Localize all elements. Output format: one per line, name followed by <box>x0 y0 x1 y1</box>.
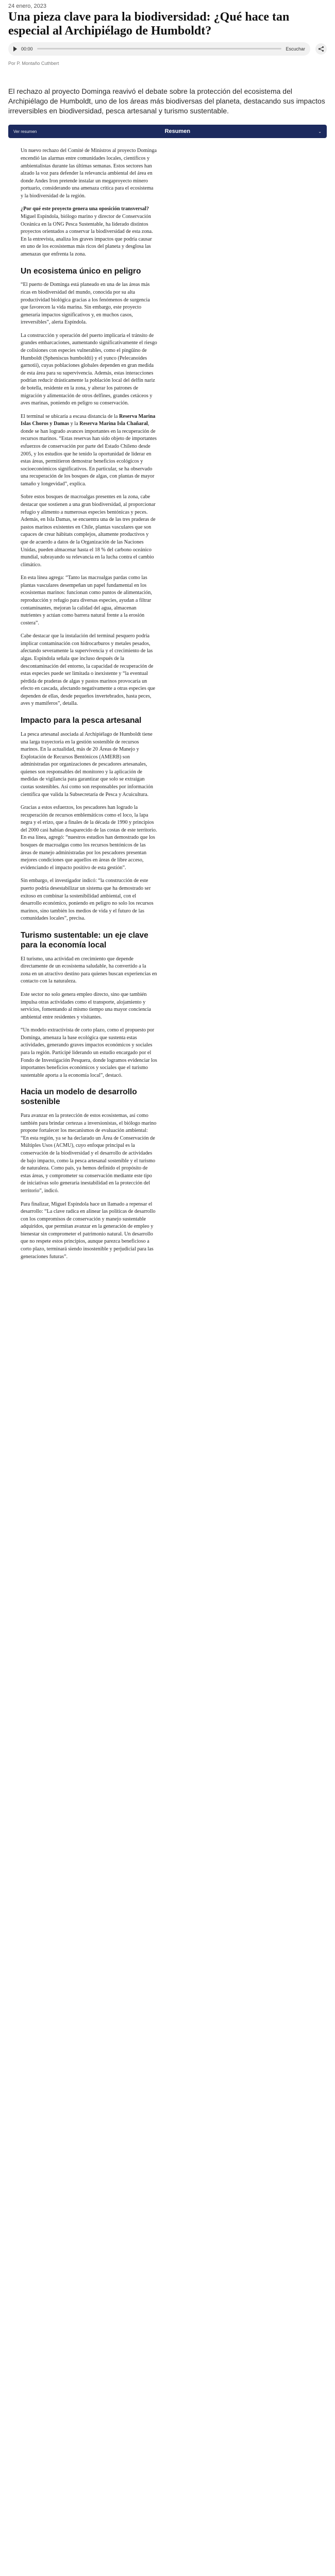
article-author: Por P. Montaño Cuthbert <box>8 60 59 66</box>
reserve-name: Reserva Marina Isla Chañaral <box>79 421 148 427</box>
summary-toggle[interactable] <box>8 125 327 138</box>
paragraph: Sobre estos bosques de macroalgas presentes en la zona, cabe destacar que sostienen a una gran biodiversidad, al proporcionar refugio y alimento a numerosas especies bentónicas y peces. Además, en Isla Damas, se encuentra una de las tres praderas de pastos marinos existentes en Chile, plantas vasculares que son capaces de crear hábitats complejos, altamente productivos y que de acuerdo a datos de la Organización de las Naciones Unidas, pueden almacenar hasta el 18 % del carbono oceánico mundial, subrayando su relevancia en la lucha contra el cambio climático. <box>21 494 156 568</box>
paragraph: La pesca artesanal asociada al Archipiélago de Humboldt tiene una larga trayectoria en la gestión sostenible de recursos marinos. En la actualidad, más de 20 Áreas de Manejo y Explotación de Recursos Bentónicos (AMERB) son administradas por organizaciones de pescadores artesanales, quienes son responsables del monitoreo y la aplicación de medidas de vigilancia para garantizar que solo se extraigan cuotas sostenibles. Así como son responsables por información científica que valida la Subsecretaría de Pesca y Acuicultura. <box>21 731 153 798</box>
paragraph-text: , donde se han logrado avances importantes en la recuperación de recursos marinos. “Estas reservas han sido objeto de importantes esfuerzos de conservación por parte del Estado Chileno desde 2005, y los estudios que he tenido la oportunidad de liderar en estas áreas, permitieron demostrar beneficios ecológicos y socioeconómicos significativos. En particular, se ha observado una recuperación de los bosques de algas, con plantas de mayor tamaño y longevidad”, explica. <box>21 421 157 487</box>
share-icon <box>318 46 324 52</box>
article-lede: El rechazo al proyecto Dominga reavivó el debate sobre la protección del ecosistema del Archipiélago de Humboldt, uno de los áreas más biodiversas del planeta, destacando sus impactos irreversibles en biodiversidad, pesca artesanal y turismo sustentable. <box>8 87 325 115</box>
paragraph: Gracias a estos esfuerzos, los pescadores han logrado la recuperación de recursos emblemáticos como el loco, la lapa negra y el erizo, que a finales de la década de 1990 y principios del 2000 casi habían desaparecido de las costas de este territorio. En esa línea, agregó: “nuestros estudios han demostrado que los bosques de macroalgas como los recursos bentónicos de las áreas de manejo administradas por los pescadores presentan mejores condiciones que aquellos en áreas de libre acceso, evidenciando el impacto positivo de esta gestión”. <box>21 805 157 871</box>
paragraph-text: Miguel Espíndola, biólogo marino y director de Conservación Oceánica en la ONG Pesca Sustentable, ha liderado distintos proyectos orientados a conservar la biodiversidad de esta zona. En la entrevista, analiza los graves impactos que podría causar en uno de los ecosistemas más ricos del planeta y desglosa las amenazas que enfrenta la zona. <box>21 214 153 257</box>
article-title: Una pieza clave para la biodiversidad: ¿Qué hace tan especial al Archipiélago de Humboldt? <box>8 10 290 38</box>
reserve-name: Reserva Marina Islas Choros y Damas <box>21 413 156 427</box>
article-body <box>0 138 157 1282</box>
paragraph: “El puerto de Dominga está planeado en una de las áreas más ricas en biodiversidad del mundo, conocida por su alta productividad biológica gracias a los fenómenos de surgencia que favorecen la vida marina. Sin embargo, este proyecto generaría impactos significativos y, en muchos casos, irreversibles”, alerta Espíndola. <box>21 282 150 326</box>
paragraph: El turismo, una actividad en crecimiento que depende directamente de un ecosistema saludable, ha convertido a la zona en un atractivo destino para quienes buscan experiencias en contacto con la naturaleza. <box>21 956 157 985</box>
paragraph: Este sector no solo genera empleo directo, sino que también impulsa otras actividades como el transporte, alojamiento y servicios, fomentando al mismo tiempo una mayor conciencia ambiental entre residentes y visitantes. <box>21 991 151 1020</box>
paragraph: Un nuevo rechazo del Comité de Ministros al proyecto Dominga encendió las alarmas entre comunidades locales, científicos y ambientalistas durante las últimas semanas. Estos sectores han alzado la voz para defender la relevancia ambiental del área en donde Andes Iron pretende instalar un megaproyecto minero portuario, considerando una amenaza crítica para el ecosistema y la biodiversidad de la región. <box>21 148 157 199</box>
paragraph: “Un modelo extractivista de corto plazo, como el propuesto por Dominga, amenaza la base ecológica que sustenta estas actividades, generando graves impactos económicos y sociales para la región. Participé liderando un estudio encargado por el Fondo de Investigación Pesquera, donde logramos evidenciar los importantes beneficios económicos y sociales que el turismo sustentable aporta a la economía local”, destacó. <box>21 1027 157 1078</box>
summary-left-label: Ver resumen <box>13 129 37 134</box>
section-heading: Un ecosistema único en peligro <box>21 266 141 276</box>
paragraph-text: El terminal se ubicaría a escasa distancia de la <box>21 413 119 419</box>
question-highlight: ¿Por qué este proyecto genera una oposición transversal? <box>21 206 149 212</box>
audio-label: Escuchar <box>286 46 305 52</box>
paragraph: Para finalizar, Miguel Espíndola hace un llamado a repensar el desarrollo: “La clave radica en alinear las políticas de desarrollo con los compromisos de conservación y manejo sustentable adquiridos, que permitan avanzar en la generación de empleo y bienestar sin comprometer el patrimonio natural. Un desarrollo que no respete estos principios, aunque parezca beneficioso a corto plazo, terminará siendo insostenible y perjudicial para las generaciones futuras”. <box>21 1201 156 1260</box>
audio-player[interactable] <box>8 42 310 56</box>
article-date: 24 enero, 2023 <box>8 3 47 9</box>
section-heading: Hacia un modelo de desarrollo sostenible <box>21 1088 137 1107</box>
paragraph: Cabe destacar que la instalación del terminal pesquero podría implicar contaminación con hidrocarburos y metales pesados, afectando severamente la supervivencia y el crecimiento de las algas. Espíndola señala que incluso después de la descontaminación del entorno, la capacidad de recuperación de estas especies puede ser limitada o inexistente y “la eventual pérdida de praderas de algas y pastos marinos provocaría un efecto en cascada, afectando negativamente a otras especies que dependen de ellas, desde pequeños invertebrados, hasta peces, aves y mamíferos”, detalla. <box>21 633 156 707</box>
paragraph <box>21 206 157 258</box>
chevron-down-icon: ⌄ <box>318 129 322 134</box>
audio-time: 00:00 <box>21 46 33 52</box>
audio-row <box>8 42 327 56</box>
section-heading: Turismo sustentable: un eje clave para la economía local <box>21 930 148 950</box>
audio-progress-bar[interactable] <box>37 48 282 49</box>
paragraph <box>21 413 157 488</box>
share-button[interactable] <box>315 43 327 55</box>
play-icon[interactable] <box>13 46 17 52</box>
paragraph: Para avanzar en la protección de estos ecosistemas, así como también para brindar certezas a inversionistas, el biólogo marino propone fortalecer los mecanismos de evaluación ambiental: “En esta región, ya se ha declarado un Área de Conservación de Múltiples Usos (ACMU), cuyo enfoque principal es la conservación de la biodiversidad y el desarrollo de actividades de bajo impacto, como la pesca artesanal sostenible y el turismo de naturaleza. Como país, ya hemos definido el propósito de estas áreas, y comprometer su conservación mediante este tipo de iniciativas solo generaría inestabilidad en la protección del territorio”, indicó. <box>21 1113 157 1194</box>
paragraph: Sin embargo, el investigador indicó: “la construcción de este puerto podría desestabilizar un sistema que ha demostrado ser exitoso en combinar la sostenibilidad ambiental, con el desarrollo económico, poniendo en peligro no solo los recursos marinos, sino también los medios de vida y el futuro de las comunidades locales”, precisa. <box>21 878 154 922</box>
article-page <box>0 0 335 1282</box>
paragraph: La construcción y operación del puerto implicaría el tránsito de grandes embarcaciones, aumentando significativamente el riesgo de colisiones con especies vulnerables, como el pingüino de Humboldt (Spheniscus humboldti) y el yunco (Pelecanoides garnotii), cuyas poblaciones globales dependen en gran medida de esta área para su supervivencia. Además, estas interacciones podrían reducir drásticamente la población local del delfín nariz de botella, residente en la zona, y alterar los patrones de migración y alimentación de otros delfines, grandes cetáceos y aves marinas, poniendo en peligro su conservación. <box>21 332 157 406</box>
paragraph: En esta línea agrega: “Tanto las macroalgas pardas como las plantas vasculares desempeñan un papel fundamental en los ecosistemas marinos: funcionan como puntos de alimentación, reproducción y refugio para diversas especies, ayudan a filtrar contaminantes, mejoran la calidad del agua, almacenan nutrientes y actúan como barrera natural frente a la erosión costera”. <box>21 575 152 626</box>
paragraph-text: y la <box>69 421 80 427</box>
summary-title: Resumen <box>164 128 191 135</box>
section-heading: Impacto para la pesca artesanal <box>21 716 142 725</box>
